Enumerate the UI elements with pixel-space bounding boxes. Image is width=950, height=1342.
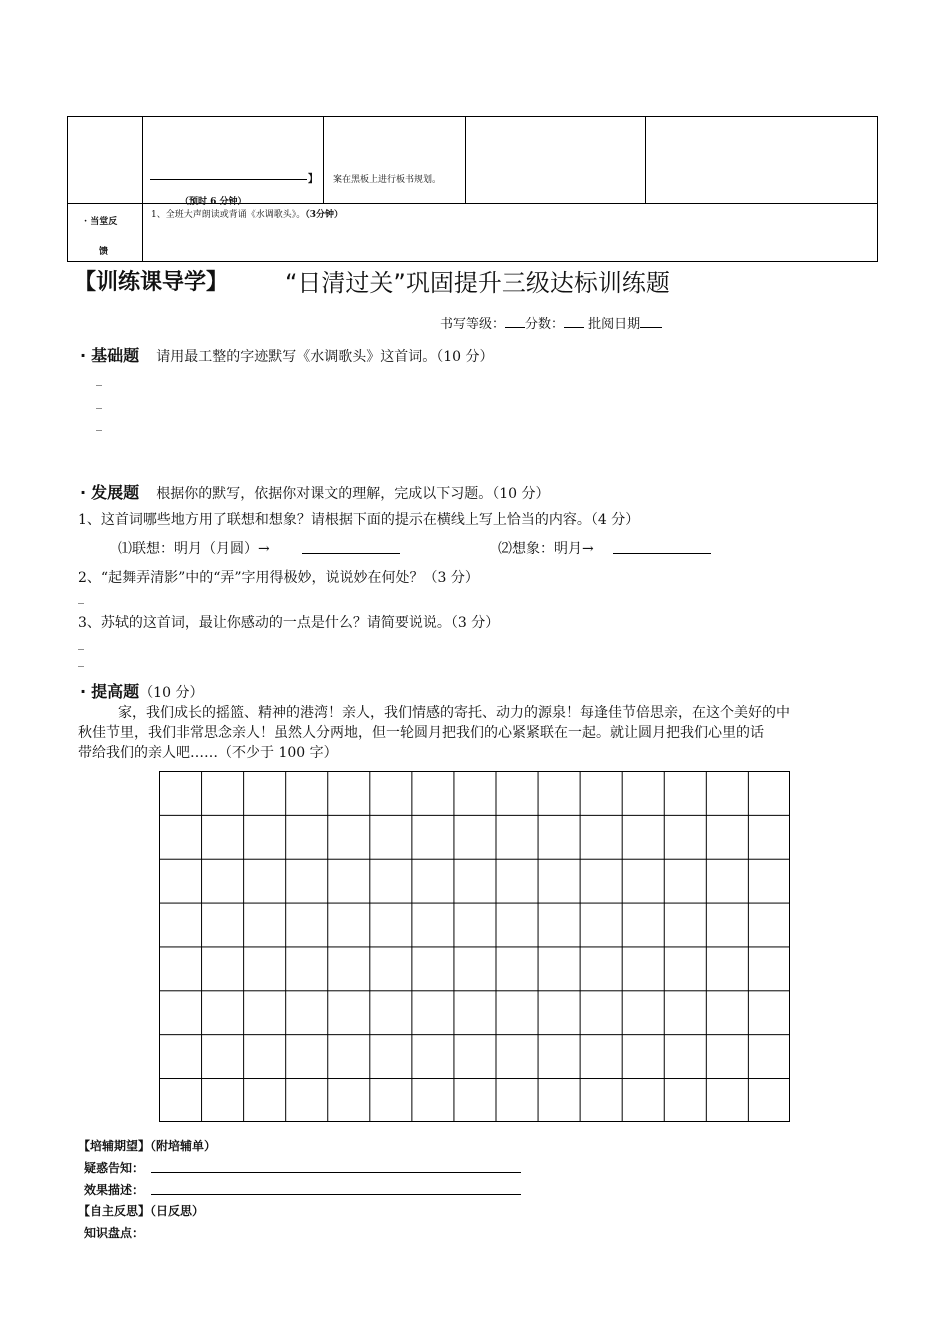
prompt-line-3: 带给我们的亲人吧……（不少于 100 字）	[78, 745, 338, 761]
feedback-label-2: 馈	[99, 247, 109, 257]
time-note: （预时 6 分钟）	[180, 197, 247, 207]
blank-line: _	[96, 372, 102, 386]
doubt-line[interactable]	[151, 1172, 521, 1173]
review-date-label: 批阅日期	[588, 317, 641, 332]
blank-line: _	[96, 417, 102, 431]
basic-heading: 基础题	[91, 346, 140, 365]
board-plan-text: 案在黑板上进行板书规划。	[333, 175, 442, 185]
blank-line: _	[78, 653, 84, 667]
question-2: 2、“起舞弄清影”中的“弄”字用得极妙，说说妙在何处？（3 分）	[78, 570, 479, 586]
answer-line	[302, 553, 400, 554]
table-divider	[465, 117, 466, 203]
develop-instruction: 根据你的默写，依据你对课文的理解，完成以下习题。（10 分）	[156, 486, 550, 502]
improve-points: （10 分）	[139, 685, 204, 701]
top-table	[67, 116, 878, 262]
improve-section	[80, 679, 203, 702]
blank-line: _	[96, 395, 102, 409]
lesson-title: 【训练课导学】	[74, 270, 229, 295]
basic-instruction: 请用最工整的字迹默写《水调歌头》这首词。（10 分）	[156, 349, 494, 365]
develop-section	[80, 480, 550, 503]
feedback-content	[151, 207, 343, 220]
feedback-task: 1、全班大声朗读或背诵《水调歌头》。	[151, 210, 306, 220]
question-1a: ⑴联想：明月（月圆）→	[118, 541, 270, 557]
effect-label: 效果描述：	[84, 1183, 145, 1197]
doubt-label: 疑惑告知：	[84, 1161, 145, 1175]
answer-line	[150, 179, 307, 180]
score-label: 分数：	[525, 317, 565, 332]
writing-grid[interactable]	[159, 771, 790, 1122]
improve-heading: 提高题	[91, 682, 140, 701]
question-1: 1、这首词哪些地方用了联想和想象？请根据下面的提示在横线上写上恰当的内容。（4 分）	[78, 512, 640, 528]
reflect-title: 【自主反思】（日反思）	[78, 1204, 205, 1218]
question-3: 3、苏轼的这首词，最让你感动的一点是什么？请简要说说。（3 分）	[78, 615, 500, 631]
develop-heading: 发展题	[91, 483, 140, 502]
coach-title: 【培辅期望】（附培辅单）	[78, 1139, 217, 1153]
table-divider	[142, 117, 143, 261]
exercise-title: “日清过关”巩固提升三级达标训练题	[285, 269, 670, 297]
feedback-label-1: · 当堂反	[84, 217, 118, 227]
feedback-time: （3分钟）	[305, 210, 343, 220]
blank-line: _	[78, 636, 84, 650]
bracket-close: 】	[308, 174, 318, 185]
answer-line	[613, 553, 711, 554]
basic-section	[80, 343, 494, 366]
prompt-line-2: 秋佳节里，我们非常思念亲人！虽然人分两地，但一轮圆月把我们的心紧紧联在一起。就让圆月把我们心里的话	[78, 725, 764, 741]
writing-grade-label: 书写等级：	[440, 317, 506, 332]
bullet: ·	[80, 346, 87, 365]
grading-meta	[440, 313, 662, 332]
bullet: ·	[80, 682, 87, 701]
table-divider	[645, 117, 646, 203]
bullet: ·	[80, 483, 87, 502]
question-1b: ⑵想象：明月→	[498, 541, 594, 557]
blank-line: _	[78, 590, 84, 604]
prompt-line-1: 家，我们成长的摇篮、精神的港湾！亲人，我们情感的寄托、动力的源泉！每逢佳节倍思亲，在这个美好的中	[118, 705, 790, 721]
table-divider	[323, 117, 324, 203]
effect-line[interactable]	[151, 1194, 521, 1195]
knowledge-label: 知识盘点：	[84, 1226, 145, 1240]
